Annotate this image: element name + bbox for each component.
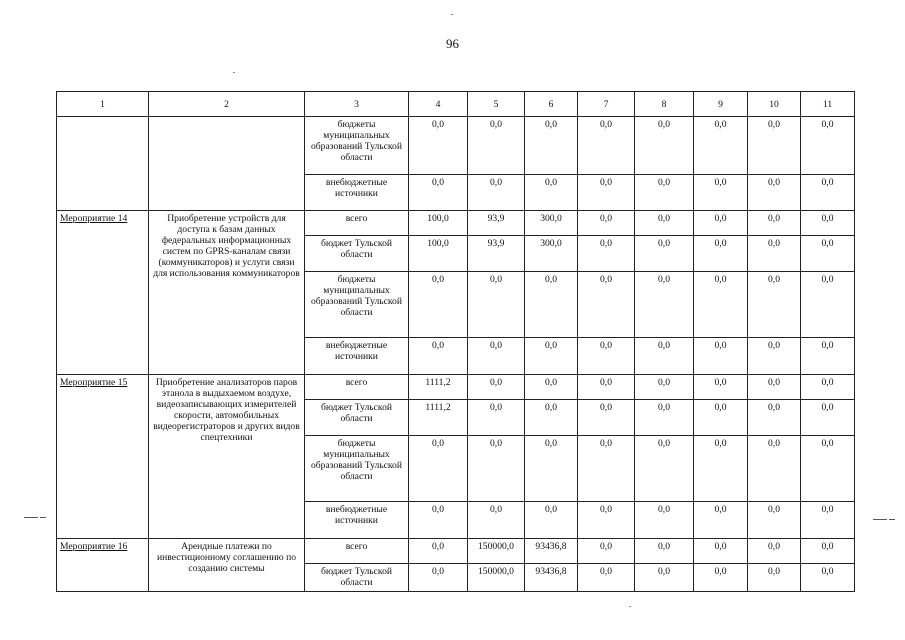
scan-mark-left-2	[40, 517, 46, 518]
value-cell-col-9: 0,0	[694, 436, 748, 502]
value-cell-col-4: 0,0	[409, 539, 468, 564]
scan-dot	[451, 14, 453, 15]
event-description-cell	[149, 117, 305, 211]
value-cell-col-9: 0,0	[694, 375, 748, 400]
column-header-8: 8	[635, 92, 694, 117]
value-cell-col-11: 0,0	[801, 117, 855, 175]
scan-mark-left	[24, 517, 38, 518]
value-cell-col-6: 0,0	[525, 436, 578, 502]
value-cell-col-9: 0,0	[694, 338, 748, 375]
value-cell-col-8: 0,0	[635, 375, 694, 400]
value-cell-col-4: 100,0	[409, 236, 468, 272]
funding-source-cell: бюджеты муниципальных образований Тульской области	[305, 272, 409, 338]
value-cell-col-8: 0,0	[635, 502, 694, 539]
funding-source-cell: внебюджетные источники	[305, 502, 409, 539]
value-cell-col-11: 0,0	[801, 436, 855, 502]
value-cell-col-4: 0,0	[409, 272, 468, 338]
column-header-11: 11	[801, 92, 855, 117]
value-cell-col-7: 0,0	[578, 175, 635, 211]
event-description-cell: Приобретение анализаторов паров этанола в выдыхаемом воздухе, видеозаписывающих измерителей скорости, автомобильных видеорегистраторов и других видов спецтехники	[149, 375, 305, 539]
table-row	[57, 117, 855, 175]
value-cell-col-7: 0,0	[578, 564, 635, 592]
value-cell-col-6: 300,0	[525, 211, 578, 236]
value-cell-col-4: 0,0	[409, 564, 468, 592]
value-cell-col-10: 0,0	[748, 436, 801, 502]
value-cell-col-5: 150000,0	[468, 564, 525, 592]
table-row	[57, 211, 855, 236]
value-cell-col-5: 0,0	[468, 436, 525, 502]
value-cell-col-10: 0,0	[748, 502, 801, 539]
header-row	[57, 92, 855, 117]
value-cell-col-5: 0,0	[468, 502, 525, 539]
value-cell-col-8: 0,0	[635, 211, 694, 236]
value-cell-col-7: 0,0	[578, 400, 635, 436]
funding-source-cell: всего	[305, 539, 409, 564]
value-cell-col-6: 0,0	[525, 175, 578, 211]
column-header-10: 10	[748, 92, 801, 117]
budget-table	[56, 91, 855, 592]
value-cell-col-10: 0,0	[748, 564, 801, 592]
column-header-3: 3	[305, 92, 409, 117]
value-cell-col-11: 0,0	[801, 400, 855, 436]
value-cell-col-6: 0,0	[525, 375, 578, 400]
value-cell-col-7: 0,0	[578, 211, 635, 236]
column-header-1: 1	[57, 92, 149, 117]
value-cell-col-7: 0,0	[578, 272, 635, 338]
value-cell-col-11: 0,0	[801, 564, 855, 592]
value-cell-col-9: 0,0	[694, 502, 748, 539]
value-cell-col-10: 0,0	[748, 272, 801, 338]
value-cell-col-4: 0,0	[409, 175, 468, 211]
value-cell-col-8: 0,0	[635, 400, 694, 436]
value-cell-col-5: 0,0	[468, 375, 525, 400]
event-name-cell: Мероприятие 15	[57, 375, 149, 539]
value-cell-col-9: 0,0	[694, 272, 748, 338]
column-header-6: 6	[525, 92, 578, 117]
table-row	[57, 375, 855, 400]
value-cell-col-10: 0,0	[748, 375, 801, 400]
value-cell-col-8: 0,0	[635, 539, 694, 564]
value-cell-col-9: 0,0	[694, 400, 748, 436]
funding-source-cell: бюджет Тульской области	[305, 400, 409, 436]
value-cell-col-4: 100,0	[409, 211, 468, 236]
value-cell-col-9: 0,0	[694, 539, 748, 564]
value-cell-col-8: 0,0	[635, 436, 694, 502]
value-cell-col-10: 0,0	[748, 117, 801, 175]
value-cell-col-10: 0,0	[748, 236, 801, 272]
value-cell-col-10: 0,0	[748, 400, 801, 436]
value-cell-col-6: 93436,8	[525, 539, 578, 564]
value-cell-col-8: 0,0	[635, 272, 694, 338]
value-cell-col-11: 0,0	[801, 236, 855, 272]
value-cell-col-4: 1111,2	[409, 375, 468, 400]
value-cell-col-7: 0,0	[578, 436, 635, 502]
value-cell-col-6: 93436,8	[525, 564, 578, 592]
value-cell-col-9: 0,0	[694, 211, 748, 236]
funding-source-cell: внебюджетные источники	[305, 175, 409, 211]
value-cell-col-10: 0,0	[748, 211, 801, 236]
value-cell-col-6: 0,0	[525, 272, 578, 338]
value-cell-col-5: 150000,0	[468, 539, 525, 564]
value-cell-col-9: 0,0	[694, 117, 748, 175]
value-cell-col-7: 0,0	[578, 236, 635, 272]
value-cell-col-5: 0,0	[468, 400, 525, 436]
value-cell-col-8: 0,0	[635, 564, 694, 592]
funding-source-cell: бюджет Тульской области	[305, 236, 409, 272]
value-cell-col-9: 0,0	[694, 236, 748, 272]
value-cell-col-5: 0,0	[468, 338, 525, 375]
value-cell-col-8: 0,0	[635, 175, 694, 211]
funding-source-cell: внебюджетные источники	[305, 338, 409, 375]
value-cell-col-4: 0,0	[409, 436, 468, 502]
value-cell-col-5: 0,0	[468, 175, 525, 211]
value-cell-col-11: 0,0	[801, 539, 855, 564]
funding-source-cell: бюджет Тульской области	[305, 564, 409, 592]
value-cell-col-8: 0,0	[635, 338, 694, 375]
column-header-9: 9	[694, 92, 748, 117]
value-cell-col-5: 93,9	[468, 236, 525, 272]
value-cell-col-11: 0,0	[801, 175, 855, 211]
value-cell-col-7: 0,0	[578, 539, 635, 564]
value-cell-col-10: 0,0	[748, 539, 801, 564]
column-header-2: 2	[149, 92, 305, 117]
value-cell-col-9: 0,0	[694, 175, 748, 211]
event-name-cell: Мероприятие 16	[57, 539, 149, 592]
scan-dot	[233, 72, 235, 73]
table-row	[57, 539, 855, 564]
scan-dot	[629, 606, 631, 607]
funding-source-cell: всего	[305, 211, 409, 236]
value-cell-col-6: 0,0	[525, 400, 578, 436]
value-cell-col-7: 0,0	[578, 338, 635, 375]
column-header-4: 4	[409, 92, 468, 117]
value-cell-col-11: 0,0	[801, 338, 855, 375]
value-cell-col-11: 0,0	[801, 272, 855, 338]
value-cell-col-6: 0,0	[525, 117, 578, 175]
value-cell-col-5: 0,0	[468, 117, 525, 175]
table-body	[57, 117, 855, 592]
value-cell-col-4: 1111,2	[409, 400, 468, 436]
column-header-5: 5	[468, 92, 525, 117]
column-header-7: 7	[578, 92, 635, 117]
value-cell-col-8: 0,0	[635, 236, 694, 272]
value-cell-col-7: 0,0	[578, 117, 635, 175]
scan-mark-right-2	[889, 519, 895, 520]
event-description-cell: Арендные платежи по инвестиционному соглашению по созданию системы	[149, 539, 305, 592]
value-cell-col-9: 0,0	[694, 564, 748, 592]
value-cell-col-11: 0,0	[801, 375, 855, 400]
value-cell-col-5: 0,0	[468, 272, 525, 338]
funding-source-cell: бюджеты муниципальных образований Тульской области	[305, 436, 409, 502]
funding-source-cell: бюджеты муниципальных образований Тульской области	[305, 117, 409, 175]
value-cell-col-7: 0,0	[578, 502, 635, 539]
event-name-cell: Мероприятие 14	[57, 211, 149, 375]
value-cell-col-10: 0,0	[748, 338, 801, 375]
value-cell-col-6: 300,0	[525, 236, 578, 272]
funding-source-cell: всего	[305, 375, 409, 400]
value-cell-col-10: 0,0	[748, 175, 801, 211]
page-number: 96	[446, 36, 459, 51]
value-cell-col-5: 93,9	[468, 211, 525, 236]
event-description-cell: Приобретение устройств для доступа к базам данных федеральных информационных систем по GPRS-каналам связи (коммуникаторов) и услуги связи для использования коммуникаторов	[149, 211, 305, 375]
value-cell-col-11: 0,0	[801, 502, 855, 539]
value-cell-col-8: 0,0	[635, 117, 694, 175]
value-cell-col-4: 0,0	[409, 502, 468, 539]
value-cell-col-7: 0,0	[578, 375, 635, 400]
event-name-cell	[57, 117, 149, 211]
scan-mark-right	[873, 519, 887, 520]
value-cell-col-6: 0,0	[525, 502, 578, 539]
value-cell-col-6: 0,0	[525, 338, 578, 375]
value-cell-col-4: 0,0	[409, 117, 468, 175]
value-cell-col-11: 0,0	[801, 211, 855, 236]
value-cell-col-4: 0,0	[409, 338, 468, 375]
